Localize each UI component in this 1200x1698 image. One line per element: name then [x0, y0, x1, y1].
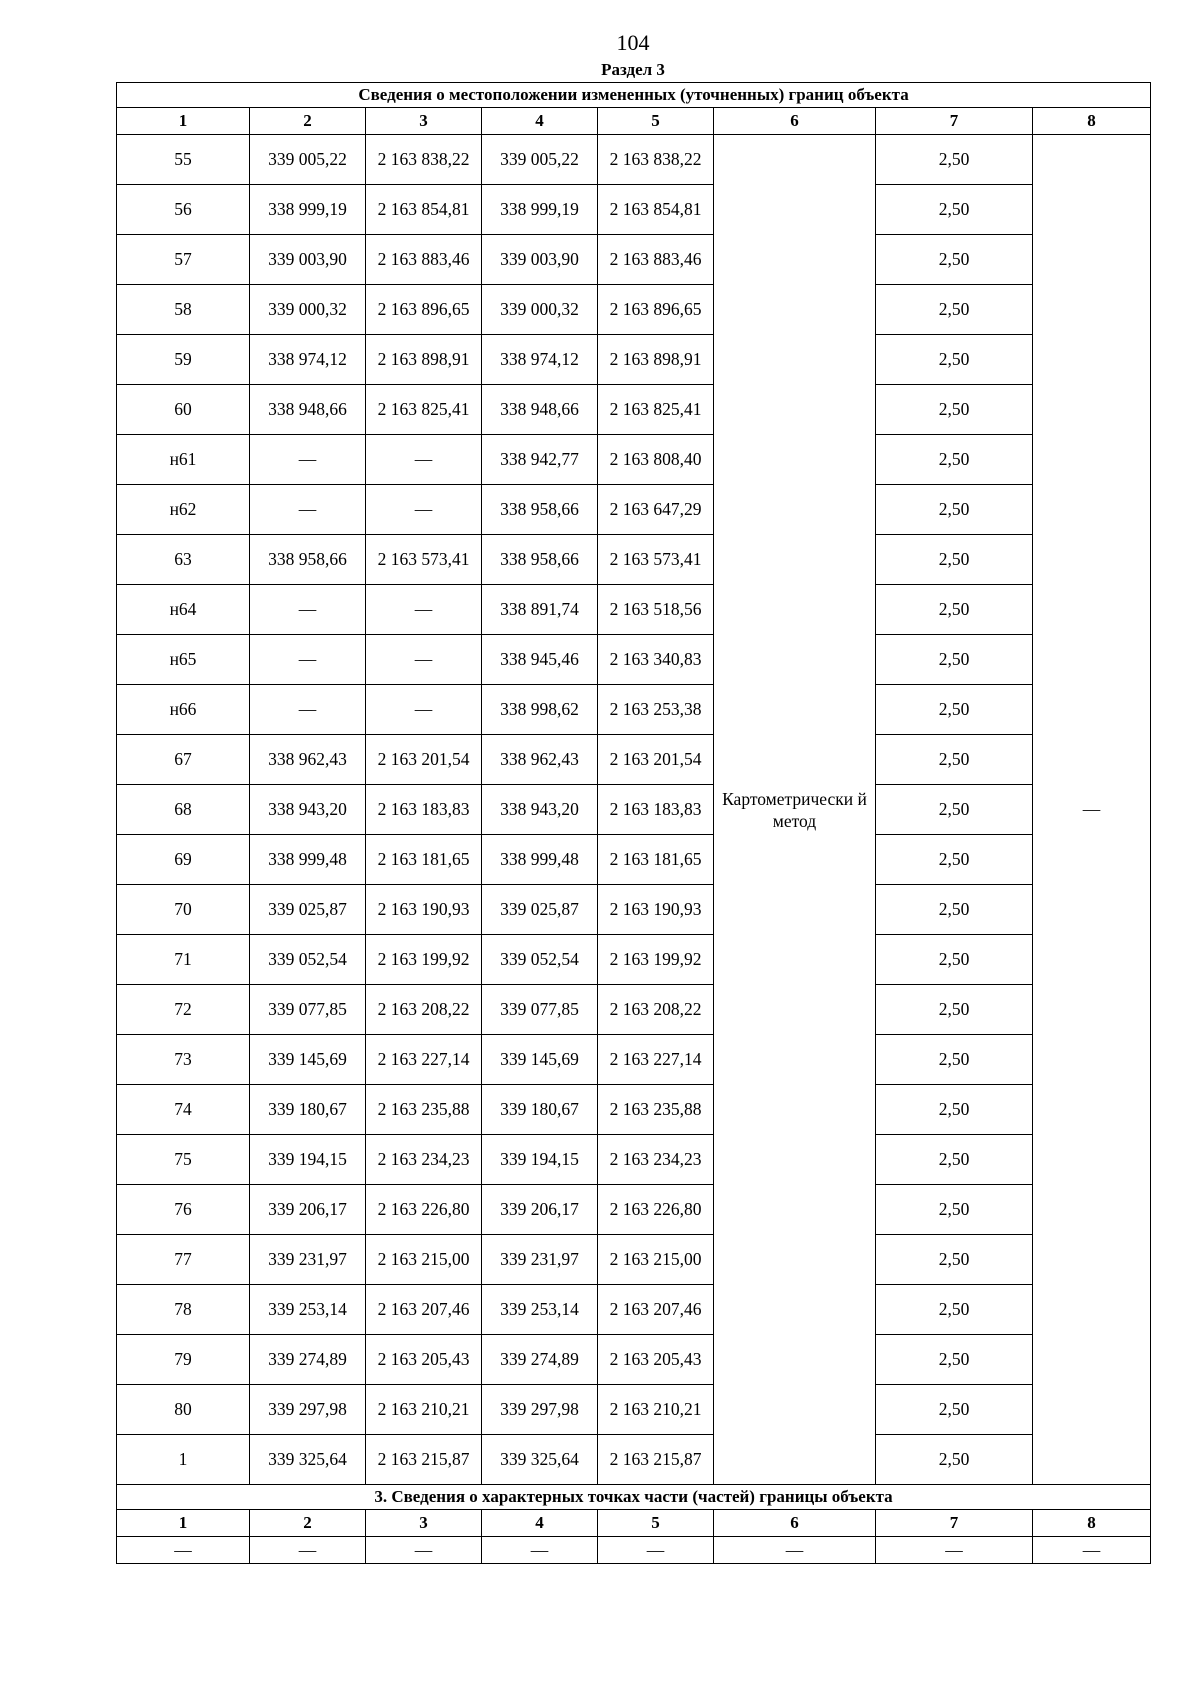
accuracy-cell: 2,50: [876, 635, 1033, 685]
x-old-cell: 339 325,64: [250, 1435, 366, 1485]
point-id-cell: 80: [117, 1385, 250, 1435]
x-old-cell: —: [250, 685, 366, 735]
part-column-header: 6: [714, 1510, 876, 1537]
x-old-cell: 339 180,67: [250, 1085, 366, 1135]
point-id-cell: 74: [117, 1085, 250, 1135]
point-id-cell: н64: [117, 585, 250, 635]
x-new-cell: 338 942,77: [482, 435, 598, 485]
column-header-row: [117, 108, 1151, 135]
accuracy-cell: 2,50: [876, 535, 1033, 585]
point-id-cell: 57: [117, 235, 250, 285]
table-row: [117, 1185, 1151, 1235]
y-old-cell: 2 163 883,46: [366, 235, 482, 285]
x-new-cell: 339 003,90: [482, 235, 598, 285]
accuracy-cell: 2,50: [876, 1285, 1033, 1335]
x-new-cell: 339 052,54: [482, 935, 598, 985]
y-new-cell: 2 163 573,41: [598, 535, 714, 585]
x-old-cell: 339 052,54: [250, 935, 366, 985]
x-old-cell: 338 974,12: [250, 335, 366, 385]
y-new-cell: 2 163 210,21: [598, 1385, 714, 1435]
x-new-cell: 339 206,17: [482, 1185, 598, 1235]
y-old-cell: 2 163 235,88: [366, 1085, 482, 1135]
y-old-cell: 2 163 190,93: [366, 885, 482, 935]
table-caption-row: [117, 83, 1151, 108]
point-id-cell: 56: [117, 185, 250, 235]
point-id-cell: 71: [117, 935, 250, 985]
column-header: 2: [250, 108, 366, 135]
table-row: [117, 835, 1151, 885]
x-old-cell: 338 962,43: [250, 735, 366, 785]
page-number: 104: [616, 30, 650, 55]
column-header: 7: [876, 108, 1033, 135]
part-cell: —: [366, 1537, 482, 1564]
y-old-cell: 2 163 183,83: [366, 785, 482, 835]
accuracy-cell: 2,50: [876, 835, 1033, 885]
accuracy-cell: 2,50: [876, 485, 1033, 535]
y-old-cell: 2 163 208,22: [366, 985, 482, 1035]
y-old-cell: 2 163 201,54: [366, 735, 482, 785]
part-cell: —: [598, 1537, 714, 1564]
y-old-cell: 2 163 234,23: [366, 1135, 482, 1185]
x-new-cell: 339 180,67: [482, 1085, 598, 1135]
part-cell: —: [117, 1537, 250, 1564]
x-old-cell: 339 025,87: [250, 885, 366, 935]
x-new-cell: 338 958,66: [482, 535, 598, 585]
x-new-cell: 339 253,14: [482, 1285, 598, 1335]
x-old-cell: 338 958,66: [250, 535, 366, 585]
x-new-cell: 338 998,62: [482, 685, 598, 735]
y-old-cell: 2 163 227,14: [366, 1035, 482, 1085]
y-new-cell: 2 163 181,65: [598, 835, 714, 885]
point-id-cell: 59: [117, 335, 250, 385]
table-row: [117, 1235, 1151, 1285]
y-new-cell: 2 163 207,46: [598, 1285, 714, 1335]
accuracy-cell: 2,50: [876, 585, 1033, 635]
table-title: Сведения о местоположении измененных (уточненных) границ объекта: [117, 83, 1151, 108]
x-new-cell: 338 891,74: [482, 585, 598, 635]
x-old-cell: —: [250, 435, 366, 485]
x-new-cell: 338 948,66: [482, 385, 598, 435]
x-old-cell: 339 000,32: [250, 285, 366, 335]
part-column-header: 4: [482, 1510, 598, 1537]
part-column-header: 1: [117, 1510, 250, 1537]
x-old-cell: 338 948,66: [250, 385, 366, 435]
table-row: [117, 785, 1151, 835]
y-old-cell: 2 163 205,43: [366, 1335, 482, 1385]
method-cell: Картометрически й метод: [714, 135, 876, 1485]
point-id-cell: 77: [117, 1235, 250, 1285]
accuracy-cell: 2,50: [876, 1035, 1033, 1085]
accuracy-cell: 2,50: [876, 1435, 1033, 1485]
accuracy-cell: 2,50: [876, 735, 1033, 785]
y-old-cell: 2 163 210,21: [366, 1385, 482, 1435]
table-row: [117, 485, 1151, 535]
x-old-cell: 339 253,14: [250, 1285, 366, 1335]
x-new-cell: 338 999,48: [482, 835, 598, 885]
column-header: 1: [117, 108, 250, 135]
y-new-cell: 2 163 190,93: [598, 885, 714, 935]
y-old-cell: —: [366, 685, 482, 735]
point-id-cell: н65: [117, 635, 250, 685]
table-row: [117, 1435, 1151, 1485]
point-id-cell: 58: [117, 285, 250, 335]
accuracy-cell: 2,50: [876, 1185, 1033, 1235]
x-old-cell: —: [250, 485, 366, 535]
accuracy-cell: 2,50: [876, 335, 1033, 385]
y-new-cell: 2 163 896,65: [598, 285, 714, 335]
column-header: 4: [482, 108, 598, 135]
accuracy-cell: 2,50: [876, 685, 1033, 735]
x-old-cell: 338 943,20: [250, 785, 366, 835]
table-row: [117, 1135, 1151, 1185]
y-old-cell: 2 163 181,65: [366, 835, 482, 885]
y-new-cell: 2 163 838,22: [598, 135, 714, 185]
point-id-cell: 67: [117, 735, 250, 785]
point-id-cell: 75: [117, 1135, 250, 1185]
x-old-cell: 339 274,89: [250, 1335, 366, 1385]
accuracy-cell: 2,50: [876, 885, 1033, 935]
y-new-cell: 2 163 234,23: [598, 1135, 714, 1185]
part-cell: —: [250, 1537, 366, 1564]
part-cell: —: [876, 1537, 1033, 1564]
part-cell: —: [1033, 1537, 1151, 1564]
y-old-cell: 2 163 898,91: [366, 335, 482, 385]
section-title: Раздел 3: [601, 60, 665, 79]
point-id-cell: н66: [117, 685, 250, 735]
point-id-cell: 72: [117, 985, 250, 1035]
table-row: [117, 1085, 1151, 1135]
table-row: [117, 735, 1151, 785]
part-column-header: 8: [1033, 1510, 1151, 1537]
y-new-cell: 2 163 808,40: [598, 435, 714, 485]
y-new-cell: 2 163 215,00: [598, 1235, 714, 1285]
x-new-cell: 338 962,43: [482, 735, 598, 785]
y-new-cell: 2 163 235,88: [598, 1085, 714, 1135]
x-new-cell: 339 274,89: [482, 1335, 598, 1385]
point-id-cell: 69: [117, 835, 250, 885]
part-caption-row: [117, 1485, 1151, 1510]
x-old-cell: 339 231,97: [250, 1235, 366, 1285]
y-new-cell: 2 163 340,83: [598, 635, 714, 685]
x-new-cell: 339 025,87: [482, 885, 598, 935]
y-new-cell: 2 163 205,43: [598, 1335, 714, 1385]
y-old-cell: 2 163 896,65: [366, 285, 482, 335]
accuracy-cell: 2,50: [876, 185, 1033, 235]
point-id-cell: н62: [117, 485, 250, 535]
x-old-cell: 338 999,19: [250, 185, 366, 235]
x-old-cell: 338 999,48: [250, 835, 366, 885]
y-old-cell: —: [366, 585, 482, 635]
x-old-cell: 339 003,90: [250, 235, 366, 285]
y-new-cell: 2 163 199,92: [598, 935, 714, 985]
y-new-cell: 2 163 227,14: [598, 1035, 714, 1085]
part-column-header: 5: [598, 1510, 714, 1537]
x-old-cell: 339 005,22: [250, 135, 366, 185]
x-new-cell: 339 005,22: [482, 135, 598, 185]
x-old-cell: —: [250, 585, 366, 635]
y-old-cell: —: [366, 435, 482, 485]
table-row: [117, 435, 1151, 485]
point-id-cell: 70: [117, 885, 250, 935]
y-old-cell: 2 163 573,41: [366, 535, 482, 585]
x-new-cell: 338 958,66: [482, 485, 598, 535]
table-row: [117, 885, 1151, 935]
point-id-cell: 55: [117, 135, 250, 185]
y-new-cell: 2 163 253,38: [598, 685, 714, 735]
y-new-cell: 2 163 215,87: [598, 1435, 714, 1485]
y-new-cell: 2 163 854,81: [598, 185, 714, 235]
accuracy-cell: 2,50: [876, 435, 1033, 485]
part-column-header: 3: [366, 1510, 482, 1537]
table-row: [117, 935, 1151, 985]
x-new-cell: 338 945,46: [482, 635, 598, 685]
part-cell: —: [714, 1537, 876, 1564]
column-header: 5: [598, 108, 714, 135]
point-id-cell: 63: [117, 535, 250, 585]
y-old-cell: —: [366, 635, 482, 685]
y-new-cell: 2 163 518,56: [598, 585, 714, 635]
accuracy-cell: 2,50: [876, 1135, 1033, 1185]
column-header: 8: [1033, 108, 1151, 135]
x-new-cell: 338 943,20: [482, 785, 598, 835]
y-new-cell: 2 163 208,22: [598, 985, 714, 1035]
point-id-cell: 68: [117, 785, 250, 835]
accuracy-cell: 2,50: [876, 1235, 1033, 1285]
y-new-cell: 2 163 898,91: [598, 335, 714, 385]
x-new-cell: 339 297,98: [482, 1385, 598, 1435]
x-new-cell: 339 077,85: [482, 985, 598, 1035]
point-id-cell: 60: [117, 385, 250, 435]
y-new-cell: 2 163 183,83: [598, 785, 714, 835]
y-old-cell: —: [366, 485, 482, 535]
point-id-cell: 79: [117, 1335, 250, 1385]
table-row: [117, 685, 1151, 735]
y-old-cell: 2 163 199,92: [366, 935, 482, 985]
part-column-header: 7: [876, 1510, 1033, 1537]
accuracy-cell: 2,50: [876, 1385, 1033, 1435]
boundary-table: [116, 82, 1151, 1564]
table-row: [117, 1335, 1151, 1385]
table-row: [117, 1035, 1151, 1085]
table-row: [117, 385, 1151, 435]
x-new-cell: 338 974,12: [482, 335, 598, 385]
x-new-cell: 339 231,97: [482, 1235, 598, 1285]
column-header: 6: [714, 108, 876, 135]
x-new-cell: 339 325,64: [482, 1435, 598, 1485]
y-new-cell: 2 163 647,29: [598, 485, 714, 535]
point-id-cell: 78: [117, 1285, 250, 1335]
accuracy-cell: 2,50: [876, 1085, 1033, 1135]
accuracy-cell: 2,50: [876, 385, 1033, 435]
part-column-header: 2: [250, 1510, 366, 1537]
accuracy-cell: 2,50: [876, 935, 1033, 985]
table-row: [117, 535, 1151, 585]
table-row: [117, 585, 1151, 635]
x-old-cell: 339 145,69: [250, 1035, 366, 1085]
accuracy-cell: 2,50: [876, 135, 1033, 185]
table-row: [117, 985, 1151, 1035]
accuracy-cell: 2,50: [876, 1335, 1033, 1385]
table-row: [117, 1285, 1151, 1335]
y-old-cell: 2 163 854,81: [366, 185, 482, 235]
point-id-cell: 76: [117, 1185, 250, 1235]
accuracy-cell: 2,50: [876, 785, 1033, 835]
table-row: [117, 1385, 1151, 1435]
column8-cell: —: [1033, 135, 1151, 1485]
y-new-cell: 2 163 883,46: [598, 235, 714, 285]
x-new-cell: 339 145,69: [482, 1035, 598, 1085]
point-id-cell: 1: [117, 1435, 250, 1485]
part-title: 3. Сведения о характерных точках части (частей) границы объекта: [117, 1485, 1151, 1510]
y-new-cell: 2 163 825,41: [598, 385, 714, 435]
part-row: [117, 1537, 1151, 1564]
x-new-cell: 338 999,19: [482, 185, 598, 235]
accuracy-cell: 2,50: [876, 235, 1033, 285]
y-old-cell: 2 163 215,00: [366, 1235, 482, 1285]
accuracy-cell: 2,50: [876, 285, 1033, 335]
y-old-cell: 2 163 207,46: [366, 1285, 482, 1335]
y-old-cell: 2 163 825,41: [366, 385, 482, 435]
part-cell: —: [482, 1537, 598, 1564]
x-old-cell: 339 297,98: [250, 1385, 366, 1435]
table-row: [117, 635, 1151, 685]
y-old-cell: 2 163 226,80: [366, 1185, 482, 1235]
y-new-cell: 2 163 201,54: [598, 735, 714, 785]
y-old-cell: 2 163 215,87: [366, 1435, 482, 1485]
column-header: 3: [366, 108, 482, 135]
point-id-cell: 73: [117, 1035, 250, 1085]
y-new-cell: 2 163 226,80: [598, 1185, 714, 1235]
x-old-cell: 339 206,17: [250, 1185, 366, 1235]
table-row: [117, 285, 1151, 335]
x-old-cell: 339 077,85: [250, 985, 366, 1035]
table-row: [117, 335, 1151, 385]
accuracy-cell: 2,50: [876, 985, 1033, 1035]
table-body: [117, 83, 1151, 1564]
x-old-cell: 339 194,15: [250, 1135, 366, 1185]
part-column-header-row: [117, 1510, 1151, 1537]
table-row: [117, 185, 1151, 235]
x-old-cell: —: [250, 635, 366, 685]
x-new-cell: 339 000,32: [482, 285, 598, 335]
table-row: [117, 135, 1151, 185]
x-new-cell: 339 194,15: [482, 1135, 598, 1185]
point-id-cell: н61: [117, 435, 250, 485]
table-row: [117, 235, 1151, 285]
y-old-cell: 2 163 838,22: [366, 135, 482, 185]
